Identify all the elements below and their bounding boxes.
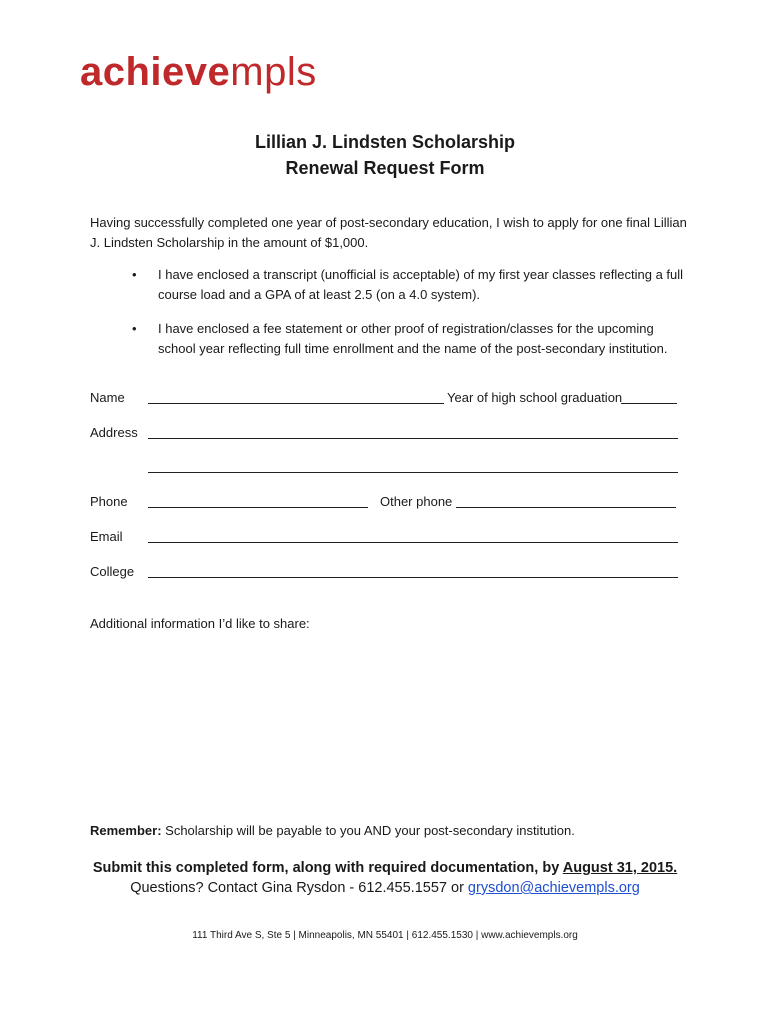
contact-email-link[interactable]: grysdon@achievempls.org [467,880,640,896]
form-subtitle: Renewal Request Form [285,158,485,178]
bullet-text: I have enclosed a transcript (unofficial is acceptable) of my first year classes reflecting a full course load and a GPA of at least 2.5 (on a 4.0 system). [158,267,684,302]
form-title: Lillian J. Lindsten Scholarship [254,132,516,152]
phone-field[interactable] [148,507,368,508]
remember-note [90,823,575,838]
college-field[interactable] [148,577,678,578]
name-label: Name [90,390,125,405]
other-phone-label: Other phone [380,494,453,509]
remember-text: Scholarship will be payable to you AND your post-secondary institution. [161,823,575,838]
grad-year-field[interactable] [621,403,677,404]
address-field-line-2[interactable] [148,472,678,473]
other-phone-field[interactable] [456,507,676,508]
submit-instructions [0,860,770,876]
contact-line [0,880,770,896]
name-field[interactable] [148,403,444,404]
address-field-line-1[interactable] [148,438,678,439]
intro-paragraph: Having successfully completed one year of post-secondary education, I wish to apply for one final Lillian J. Lindsten Scholarship in the amount of $1,000. [90,215,687,250]
logo-part-light: mpls [230,50,317,94]
deadline-date: August 31, 2015. [562,860,678,876]
submit-text: Submit this completed form, along with required documentation, by [92,860,563,876]
email-label: Email [90,529,123,544]
additional-info-label: Additional information I’d like to share: [90,616,310,631]
bullet-icon: • [132,321,137,336]
bullet-icon: • [132,267,137,282]
contact-text: Questions? Contact Gina Rysdon - 612.455.1557 or [130,880,468,896]
email-field[interactable] [148,542,678,543]
achievempls-logo [80,52,317,92]
bullet-text: I have enclosed a fee statement or other proof of registration/classes for the upcoming school year reflecting full time enrollment and the name of the post-secondary institution. [158,321,668,356]
address-label: Address [90,425,138,440]
logo-part-bold: achieve [80,50,231,94]
remember-label: Remember: [90,823,162,838]
grad-year-label: Year of high school graduation [447,390,623,405]
college-label: College [90,564,135,579]
phone-label: Phone [90,494,128,509]
footer-address: 111 Third Ave S, Ste 5 | Minneapolis, MN 55401 | 612.455.1530 | www.achievempls.org [192,930,578,941]
